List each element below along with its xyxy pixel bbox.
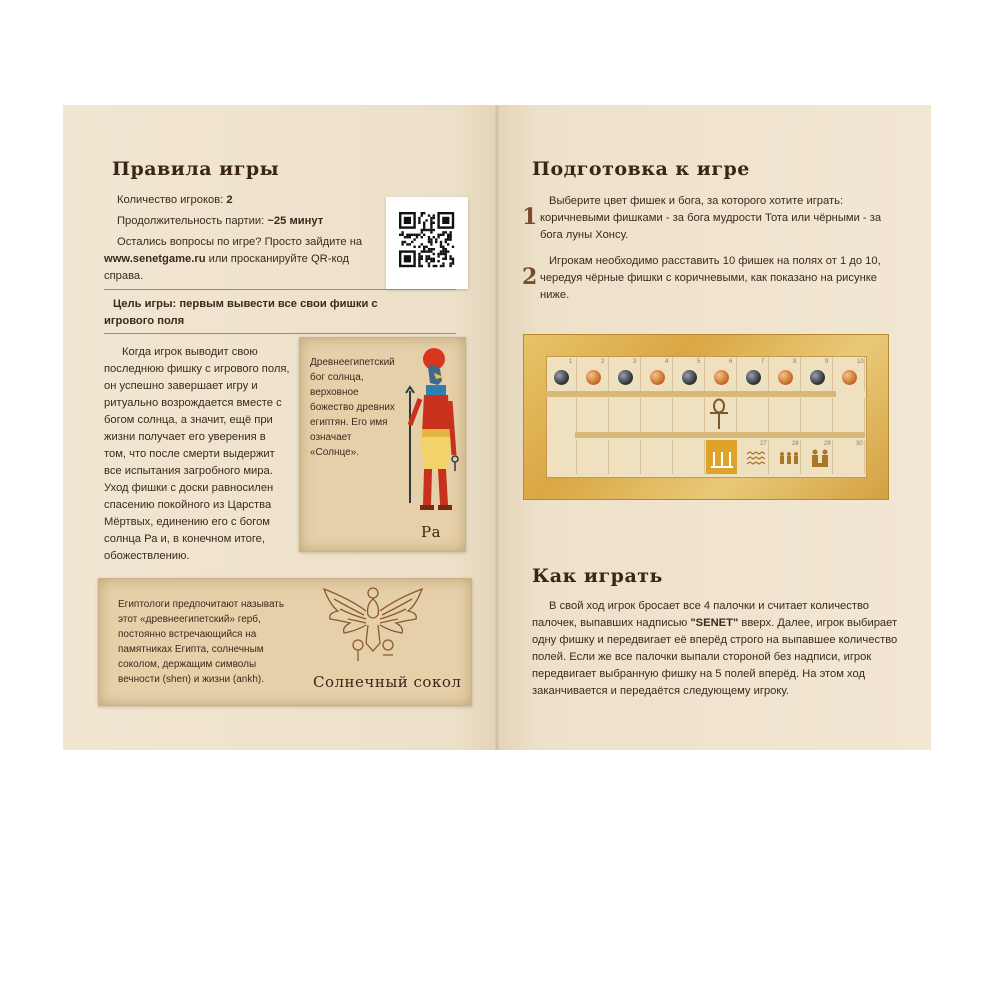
story-line: он успешно завершает игру и — [104, 380, 258, 392]
board-cell-number: 29 — [824, 441, 831, 447]
falcon-card-line: памятниках Египта, солнечным — [118, 644, 264, 655]
goal-line-1: Цель игры: первым вывести все свои фишки с — [113, 298, 378, 310]
how-line-5: передвигает выбранную фишку на 5 полей вперёд. На этом ход — [532, 668, 866, 680]
story-line: спасению покойного из Царства — [104, 499, 272, 511]
brown-piece[interactable] — [842, 370, 857, 385]
story-line: жизни получает его уверения в — [104, 431, 266, 443]
falcon-emblem-icon — [320, 585, 426, 667]
board-cell — [610, 440, 641, 474]
how-line-4: полей. Если же все палочки выпали стороной без надписи, игрок — [532, 651, 872, 663]
falcon-card-line: соколом, держащим символы — [118, 659, 257, 670]
board-cell-number: 9 — [825, 359, 829, 365]
story-line: все испытания загробного мира. — [104, 465, 273, 477]
falcon-card-line: вечности (shen) и жизни (ankh). — [118, 674, 265, 685]
step-2-line-2: чередуя чёрные фишки с коричневыми, как показано на рисунке — [540, 272, 878, 284]
board-cell — [546, 398, 577, 432]
how-title: Как играть — [532, 565, 663, 587]
board-cell — [834, 398, 865, 432]
board-cell — [578, 440, 609, 474]
story-line: Когда игрок выводит свою — [122, 346, 258, 358]
step-1-line-3: бога луны Хонсу. — [540, 229, 629, 241]
board-cell — [802, 398, 833, 432]
brown-piece[interactable] — [586, 370, 601, 385]
step-1-line-1: Выберите цвет фишек и бога, за которого хотите играть: — [549, 195, 844, 207]
board-cell-number: 3 — [633, 359, 637, 365]
step-1-line-2: коричневыми фишками - за бога мудрости Тота или чёрными - за — [540, 212, 882, 224]
row-separator-2 — [575, 432, 865, 438]
story-line: том, что после смерти выдержит — [104, 448, 275, 460]
board-cell-number: 7 — [761, 359, 765, 365]
board-cell — [738, 398, 769, 432]
black-piece[interactable] — [554, 370, 569, 385]
step-2-line-3: ниже. — [540, 289, 570, 301]
players-count: Количество игроков: 2 — [117, 194, 233, 206]
board-cell — [642, 440, 673, 474]
how-line-2: палочек, выпавших надписью "SENET" вверх. Далее, игрок выбирает — [532, 617, 898, 629]
questions-line-3: справа. — [104, 270, 144, 282]
board-cell — [674, 398, 705, 432]
brown-piece[interactable] — [714, 370, 729, 385]
board-cell-number: 4 — [665, 359, 669, 365]
prep-title: Подготовка к игре — [532, 158, 750, 180]
board-cell-number: 10 — [857, 359, 864, 365]
brown-piece[interactable] — [778, 370, 793, 385]
story-line: солнца Ра и, в конечном итоге, — [104, 533, 266, 545]
board-cell — [770, 398, 801, 432]
ra-card-line: «Солнце». — [310, 447, 359, 458]
row-separator-1 — [546, 391, 836, 397]
ra-card-line: верховное — [310, 387, 359, 398]
falcon-name: Солнечный сокол — [313, 673, 462, 691]
how-line-1: В свой ход игрок бросает все 4 палочки и считает количество — [549, 600, 870, 612]
water-hieroglyph-icon — [745, 448, 769, 470]
step-1-number: 1 — [522, 204, 538, 230]
story-line: богом солнца, а значит, ещё при — [104, 414, 273, 426]
board-cell — [674, 440, 705, 474]
story-line: Мёртвых, единению его с богом — [104, 516, 270, 528]
board-cell — [578, 398, 609, 432]
two-figures-hieroglyph-icon — [808, 446, 832, 470]
board-cell-number: 30 — [856, 441, 863, 447]
black-piece[interactable] — [682, 370, 697, 385]
falcon-card-line: этот «древнеегипетский» герб, — [118, 614, 261, 625]
step-2-line-1: Игрокам необходимо расставить 10 фишек на полях от 1 до 10, — [549, 255, 881, 267]
step-2-number: 2 — [522, 264, 538, 290]
ra-name: Ра — [421, 523, 442, 541]
black-piece[interactable] — [746, 370, 761, 385]
divider-bottom — [104, 333, 456, 334]
story-line: обожествлению. — [104, 550, 190, 562]
board-cell — [546, 440, 577, 474]
divider-top — [104, 289, 456, 290]
board-cell-number: 1 — [569, 359, 573, 365]
board-cell — [610, 398, 641, 432]
ra-card-line: египтян. Его имя — [310, 417, 388, 428]
board-cell — [642, 398, 673, 432]
ra-god-icon — [398, 345, 460, 517]
board-cell-number: 6 — [729, 359, 733, 365]
story-line: ритуально возрождается вместе с — [104, 397, 282, 409]
hieroglyph-icons — [710, 448, 734, 470]
story-line: Уход фишки с доски равносилен — [104, 482, 274, 494]
ra-card-line: бог солнца, — [310, 372, 364, 383]
booklet-fold — [495, 105, 499, 750]
how-line-3: одну фишку и передвигает её вперёд строго на выпавшее количество — [532, 634, 898, 646]
falcon-card-line: постоянно встречающийся на — [118, 629, 257, 640]
goal-line-2: игрового поля — [104, 315, 185, 327]
rules-title: Правила игры — [112, 158, 280, 180]
website-link[interactable]: www.senetgame.ru — [104, 253, 206, 265]
board-cell-number: 27 — [760, 441, 767, 447]
questions-line-1: Остались вопросы по игре? Просто зайдите на — [117, 236, 363, 248]
board-cell-number: 2 — [601, 359, 605, 365]
board-cell-number: 5 — [697, 359, 701, 365]
three-birds-hieroglyph-icon — [777, 446, 801, 470]
board-cell-number: 8 — [793, 359, 797, 365]
black-piece[interactable] — [810, 370, 825, 385]
qr-code-icon[interactable] — [386, 197, 468, 289]
questions-line-2: www.senetgame.ru или просканируйте QR-код — [104, 253, 349, 265]
how-line-6: заканчивается и передаётся следующему игроку. — [532, 685, 789, 697]
brown-piece[interactable] — [650, 370, 665, 385]
ankh-icon — [708, 398, 730, 430]
game-duration: Продолжительность партии: ~25 минут — [117, 215, 324, 227]
ra-card-line: означает — [310, 432, 352, 443]
board-cell-number: 28 — [792, 441, 799, 447]
ra-card-line: божество древних — [310, 402, 395, 413]
story-line: последнюю фишку с игрового поля, — [104, 363, 290, 375]
black-piece[interactable] — [618, 370, 633, 385]
ra-card-line: Древнеегипетский — [310, 357, 395, 368]
falcon-card-line: Египтологи предпочитают называть — [118, 599, 285, 610]
